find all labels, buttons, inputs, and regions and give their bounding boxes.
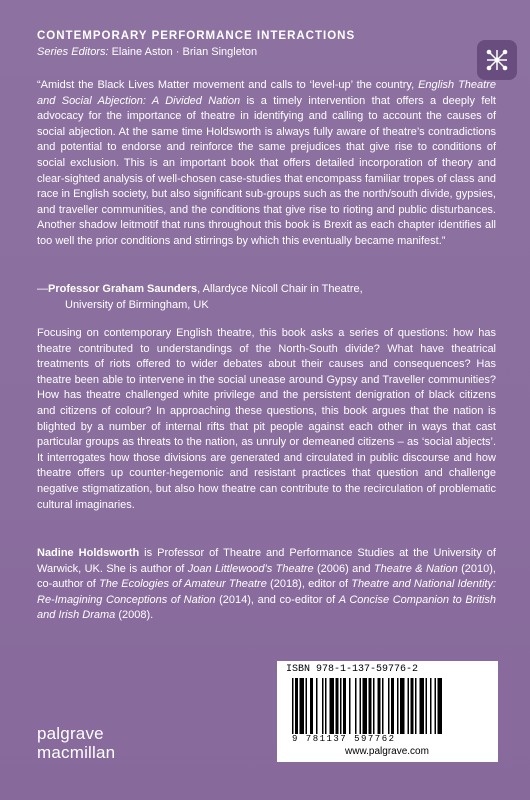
bio-text: (2006) and [313, 562, 374, 575]
quote-text-part1: “Amidst the Black Lives Matter movement and calls to ‘level-up’ the country, [37, 79, 419, 91]
quote-text-part2: is a timely intervention that offers a deeply felt advocacy for the importance of theatre in identifying and calling to account the causes of social abjection. At the same time Holdsworth is always fully aware of theatre’s contradictions and potential to endorse and reinforce the same prejudices that give rise to conditions of social exclusion. This is an important book that offers detailed incorporation of theory and clear-sighted analysis of well-chosen case-studies that encompass familiar tropes of class and race in English society, but also significant sub-groups such as the north/south divide, gypsies, and traveller communities, and the conditions that give rise to rioting and public disturbances. Another shadow leitmotif that runs throughout this book is Brexit as each chapter identifies all too well the prior conditions and stirrings by which this eventually became manifest.” [37, 94, 496, 247]
isbn-text: ISBN 978-1-137-59776-2 [286, 664, 419, 675]
publisher-logo-line2: macmillan [37, 743, 116, 762]
series-title: CONTEMPORARY PERFORMANCE INTERACTIONS [37, 30, 356, 42]
barcode-bar [408, 678, 410, 734]
series-editors [37, 46, 257, 58]
publisher-logo-line1: palgrave [37, 724, 104, 743]
barcode-bar [388, 678, 390, 734]
bio-text: (2008). [115, 609, 154, 622]
barcode-bar [373, 678, 375, 734]
bio-text: (2014), and co-editor of [215, 593, 339, 606]
endorsement-quote [37, 78, 496, 250]
barcode-bar [295, 678, 298, 734]
bio-work: The Ecologies of Amateur Theatre [99, 578, 267, 591]
publisher-logo [37, 724, 115, 762]
barcode-bar [435, 678, 437, 734]
barcode-bar [420, 678, 425, 734]
bio-text: (2010), co-author of [37, 562, 496, 591]
barcode-bar [349, 678, 351, 734]
series-badge [477, 40, 517, 80]
barcode-bar [300, 678, 305, 734]
barcode-bar [340, 678, 342, 734]
barcode-bar [378, 678, 381, 734]
author-bio [37, 546, 496, 624]
barcode-bar [400, 678, 405, 734]
bio-work: A Concise Companion to British and Irish Drama [37, 593, 496, 622]
barcode-digits: 9 781137 597762 [292, 734, 396, 744]
bio-work: Theatre and National Identity: Re-Imagining Conceptions of Nation [37, 578, 496, 606]
barcode-bar [382, 678, 384, 734]
attrib-name: Professor Graham Saunders [48, 283, 198, 295]
barcode-bar [336, 678, 339, 734]
barcode-bar [292, 678, 294, 734]
barcode-bar [310, 678, 313, 734]
barcode-bar [415, 678, 417, 734]
publisher-url: www.palgrave.com [277, 744, 497, 760]
quote-attribution [37, 282, 363, 313]
barcode-bar [355, 678, 357, 734]
attrib-affiliation: , Allardyce Nicoll Chair in Theatre, [197, 283, 363, 295]
bio-text: is Professor of Theatre and Performance Studies at the University of Warwick, UK. She is author of [37, 547, 496, 575]
barcode-bar [306, 678, 308, 734]
series-editors-names: Elaine Aston · Brian Singleton [111, 46, 258, 58]
book-description: Focusing on contemporary English theatre, this book asks a series of questions: how has theatre contributed to understandings of the North-South divide? What have theatrical treatments of riots offered to wider debates about their causes and consequences? Has theatre been able to intervene in the social unease around Gypsy and Traveller communities? How has theatre challenged white privilege and the persistent denigration of black citizens and citizens of colour? In approaching these questions, this book argues that the nation is blighted by a number of internal rifts that pit people against each other in ways that cast particular groups as threats to the nation, as unruly or demeaned citizens – as ‘social abjects’. It interrogates how those divisions are generated and circulated in public discourse and how theatre offers up counter-hegemonic and resistant practices that question and challenge negative stigmatization, but also how theatre can contribute to the recirculation of problematic cultural imaginaries. [37, 327, 496, 511]
barcode-bar [363, 678, 368, 734]
bio-work: Theatre & Nation [373, 562, 458, 575]
network-icon [484, 47, 510, 73]
attrib-dash: — [37, 283, 48, 295]
barcode-bar [426, 678, 428, 734]
barcode-bar [360, 678, 362, 734]
barcode-bar [325, 678, 327, 734]
barcode-bar [430, 678, 432, 734]
barcode-bar [369, 678, 372, 734]
author-name: Nadine Holdsworth [37, 547, 140, 559]
barcode-bar [322, 678, 324, 734]
bio-text: (2018), editor of [266, 578, 352, 591]
barcode-bar [316, 678, 318, 734]
barcode-bar [330, 678, 335, 734]
barcode-bar [391, 678, 394, 734]
barcode-bar [397, 678, 399, 734]
barcode-bar [411, 678, 414, 734]
attrib-affiliation-line2: University of Birmingham, UK [65, 298, 209, 311]
bio-work: Joan Littlewood’s Theatre [187, 562, 314, 575]
barcode [292, 678, 486, 734]
series-editors-label: Series Editors: [37, 46, 109, 58]
barcode-bar [343, 678, 346, 734]
barcode-bar [438, 678, 443, 734]
quote-book-title: English Theatre and Social Abjection: A Divided Nation [37, 79, 496, 107]
